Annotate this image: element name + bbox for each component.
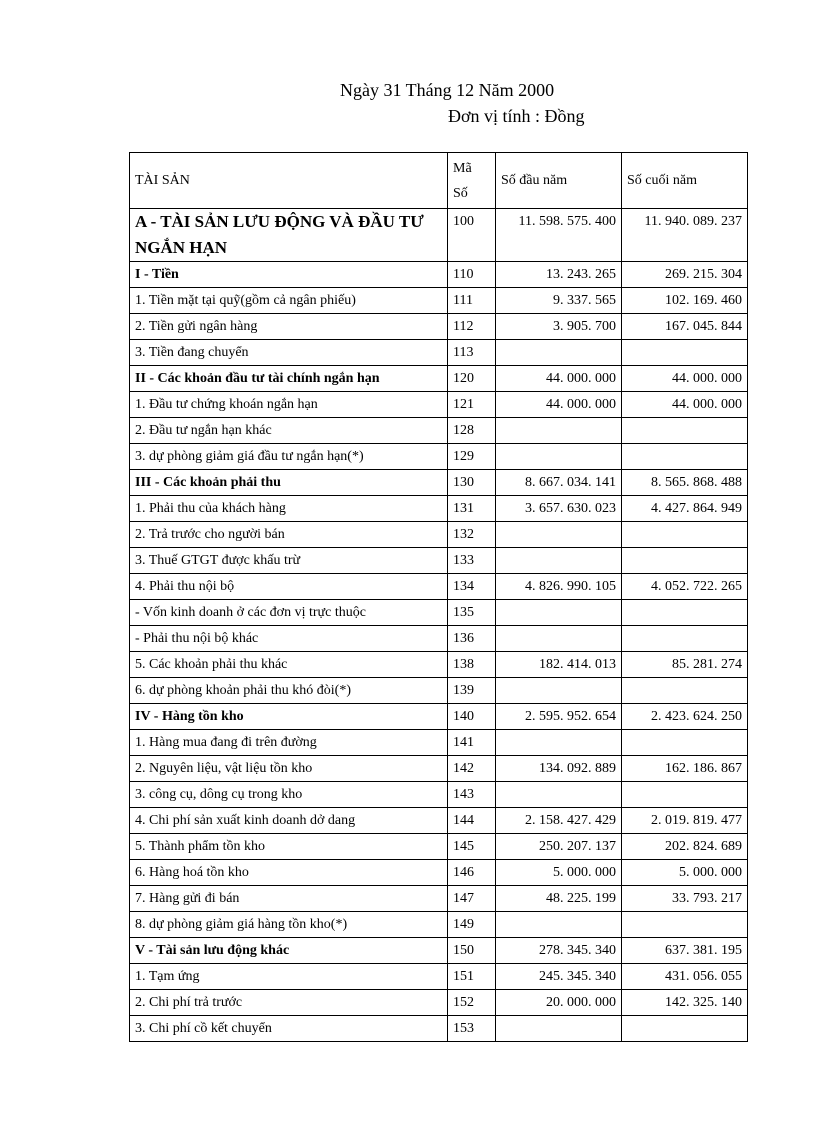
row-begin-value: 3. 657. 630. 023 bbox=[496, 496, 622, 522]
row-end-value: 431. 056. 055 bbox=[622, 964, 748, 990]
column-header-code-line2: Số bbox=[453, 185, 468, 201]
row-code: 112 bbox=[448, 314, 496, 340]
row-end-value bbox=[622, 340, 748, 366]
table-row bbox=[130, 652, 748, 678]
row-name: 1. Tạm ứng bbox=[130, 964, 448, 990]
row-end-value bbox=[622, 678, 748, 704]
row-begin-value: 278. 345. 340 bbox=[496, 938, 622, 964]
row-name: II - Các khoản đầu tư tài chính ngắn hạn bbox=[130, 366, 448, 392]
row-name: 2. Trả trước cho người bán bbox=[130, 522, 448, 548]
table-body bbox=[130, 209, 748, 1042]
row-end-value: 202. 824. 689 bbox=[622, 834, 748, 860]
row-name: 1. Phải thu của khách hàng bbox=[130, 496, 448, 522]
table-row bbox=[130, 392, 748, 418]
row-name: 2. Nguyên liệu, vật liệu tồn kho bbox=[130, 756, 448, 782]
table-row bbox=[130, 912, 748, 938]
row-code: 150 bbox=[448, 938, 496, 964]
row-code: 133 bbox=[448, 548, 496, 574]
table-row bbox=[130, 886, 748, 912]
row-code: 128 bbox=[448, 418, 496, 444]
row-end-value bbox=[622, 600, 748, 626]
row-begin-value: 5. 000. 000 bbox=[496, 860, 622, 886]
row-end-value: 2. 423. 624. 250 bbox=[622, 704, 748, 730]
row-end-value: 85. 281. 274 bbox=[622, 652, 748, 678]
table-row bbox=[130, 782, 748, 808]
row-code: 151 bbox=[448, 964, 496, 990]
table-row bbox=[130, 834, 748, 860]
row-begin-value bbox=[496, 626, 622, 652]
row-begin-value: 245. 345. 340 bbox=[496, 964, 622, 990]
row-code: 153 bbox=[448, 1016, 496, 1042]
row-code: 132 bbox=[448, 522, 496, 548]
row-name: 2. Đầu tư ngắn hạn khác bbox=[130, 418, 448, 444]
balance-sheet-table bbox=[129, 152, 748, 1042]
row-begin-value: 11. 598. 575. 400 bbox=[496, 209, 622, 262]
table-row bbox=[130, 730, 748, 756]
row-begin-value: 4. 826. 990. 105 bbox=[496, 574, 622, 600]
row-begin-value: 13. 243. 265 bbox=[496, 262, 622, 288]
row-end-value bbox=[622, 730, 748, 756]
row-name: 4. Chi phí sản xuất kinh doanh dở dang bbox=[130, 808, 448, 834]
row-code: 142 bbox=[448, 756, 496, 782]
row-end-value bbox=[622, 522, 748, 548]
table-row bbox=[130, 340, 748, 366]
row-name: 1. Hàng mua đang đi trên đường bbox=[130, 730, 448, 756]
row-name: 6. Hàng hoá tồn kho bbox=[130, 860, 448, 886]
row-begin-value: 9. 337. 565 bbox=[496, 288, 622, 314]
column-header-asset: TÀI SẢN bbox=[130, 153, 448, 209]
row-begin-value: 20. 000. 000 bbox=[496, 990, 622, 1016]
row-begin-value: 182. 414. 013 bbox=[496, 652, 622, 678]
row-end-value: 269. 215. 304 bbox=[622, 262, 748, 288]
table-row bbox=[130, 548, 748, 574]
row-name: 8. dự phòng giảm giá hàng tồn kho(*) bbox=[130, 912, 448, 938]
row-end-value: 44. 000. 000 bbox=[622, 366, 748, 392]
row-code: 146 bbox=[448, 860, 496, 886]
table-row bbox=[130, 470, 748, 496]
row-end-value bbox=[622, 444, 748, 470]
table-header-row bbox=[130, 153, 748, 209]
table-row bbox=[130, 496, 748, 522]
table-row bbox=[130, 1016, 748, 1042]
row-name: 4. Phải thu nội bộ bbox=[130, 574, 448, 600]
row-end-value: 142. 325. 140 bbox=[622, 990, 748, 1016]
row-name: A - TÀI SẢN LƯU ĐỘNG VÀ ĐẦU TƯ NGẮN HẠN bbox=[130, 209, 448, 262]
row-code: 147 bbox=[448, 886, 496, 912]
table-row bbox=[130, 444, 748, 470]
row-code: 140 bbox=[448, 704, 496, 730]
row-begin-value bbox=[496, 600, 622, 626]
row-begin-value: 48. 225. 199 bbox=[496, 886, 622, 912]
table-row bbox=[130, 678, 748, 704]
row-begin-value: 8. 667. 034. 141 bbox=[496, 470, 622, 496]
table-row bbox=[130, 314, 748, 340]
row-name: 6. dự phòng khoản phải thu khó đòi(*) bbox=[130, 678, 448, 704]
row-begin-value: 2. 595. 952. 654 bbox=[496, 704, 622, 730]
table-row bbox=[130, 209, 748, 262]
row-name: 5. Các khoản phải thu khác bbox=[130, 652, 448, 678]
table-row bbox=[130, 262, 748, 288]
row-code: 139 bbox=[448, 678, 496, 704]
table-row bbox=[130, 288, 748, 314]
row-end-value: 102. 169. 460 bbox=[622, 288, 748, 314]
row-begin-value bbox=[496, 548, 622, 574]
row-name: V - Tài sản lưu động khác bbox=[130, 938, 448, 964]
row-name: 3. dự phòng giảm giá đầu tư ngắn hạn(*) bbox=[130, 444, 448, 470]
row-end-value: 44. 000. 000 bbox=[622, 392, 748, 418]
row-name: III - Các khoản phải thu bbox=[130, 470, 448, 496]
row-name: 2. Tiền gửi ngân hàng bbox=[130, 314, 448, 340]
row-end-value: 11. 940. 089. 237 bbox=[622, 209, 748, 262]
row-code: 130 bbox=[448, 470, 496, 496]
row-name: IV - Hàng tồn kho bbox=[130, 704, 448, 730]
row-name: I - Tiền bbox=[130, 262, 448, 288]
row-name: 3. công cụ, dông cụ trong kho bbox=[130, 782, 448, 808]
row-code: 138 bbox=[448, 652, 496, 678]
table-row bbox=[130, 938, 748, 964]
row-begin-value: 3. 905. 700 bbox=[496, 314, 622, 340]
row-code: 152 bbox=[448, 990, 496, 1016]
row-code: 129 bbox=[448, 444, 496, 470]
table-row bbox=[130, 366, 748, 392]
row-code: 120 bbox=[448, 366, 496, 392]
row-code: 136 bbox=[448, 626, 496, 652]
row-code: 143 bbox=[448, 782, 496, 808]
row-end-value bbox=[622, 548, 748, 574]
row-name: - Vốn kinh doanh ở các đơn vị trực thuộc bbox=[130, 600, 448, 626]
row-end-value: 2. 019. 819. 477 bbox=[622, 808, 748, 834]
column-header-code bbox=[448, 153, 496, 209]
row-code: 149 bbox=[448, 912, 496, 938]
table-row bbox=[130, 964, 748, 990]
row-begin-value bbox=[496, 522, 622, 548]
row-name: 1. Đầu tư chứng khoán ngắn hạn bbox=[130, 392, 448, 418]
row-code: 113 bbox=[448, 340, 496, 366]
row-name: 5. Thành phẩm tồn kho bbox=[130, 834, 448, 860]
row-end-value bbox=[622, 912, 748, 938]
row-name: 3. Thuế GTGT được khấu trừ bbox=[130, 548, 448, 574]
row-code: 100 bbox=[448, 209, 496, 262]
row-code: 131 bbox=[448, 496, 496, 522]
row-begin-value bbox=[496, 730, 622, 756]
table-row bbox=[130, 626, 748, 652]
row-name: 3. Tiền đang chuyển bbox=[130, 340, 448, 366]
table-row bbox=[130, 860, 748, 886]
row-end-value: 5. 000. 000 bbox=[622, 860, 748, 886]
row-end-value: 33. 793. 217 bbox=[622, 886, 748, 912]
table-row bbox=[130, 574, 748, 600]
row-name: 7. Hàng gửi đi bán bbox=[130, 886, 448, 912]
row-code: 111 bbox=[448, 288, 496, 314]
table-row bbox=[130, 990, 748, 1016]
row-begin-value bbox=[496, 444, 622, 470]
row-end-value: 637. 381. 195 bbox=[622, 938, 748, 964]
row-name: 2. Chi phí trả trước bbox=[130, 990, 448, 1016]
row-begin-value: 250. 207. 137 bbox=[496, 834, 622, 860]
column-header-end: Số cuối năm bbox=[622, 153, 748, 209]
row-code: 135 bbox=[448, 600, 496, 626]
row-code: 134 bbox=[448, 574, 496, 600]
row-end-value bbox=[622, 418, 748, 444]
row-name: 3. Chi phí cồ kết chuyển bbox=[130, 1016, 448, 1042]
row-name: 1. Tiền mặt tại quỹ(gồm cả ngân phiếu) bbox=[130, 288, 448, 314]
row-end-value: 162. 186. 867 bbox=[622, 756, 748, 782]
row-begin-value bbox=[496, 782, 622, 808]
row-end-value: 8. 565. 868. 488 bbox=[622, 470, 748, 496]
row-end-value: 167. 045. 844 bbox=[622, 314, 748, 340]
row-begin-value: 134. 092. 889 bbox=[496, 756, 622, 782]
row-end-value: 4. 427. 864. 949 bbox=[622, 496, 748, 522]
row-begin-value: 44. 000. 000 bbox=[496, 392, 622, 418]
column-header-code-line1: Mã bbox=[453, 160, 472, 176]
row-begin-value bbox=[496, 418, 622, 444]
row-end-value bbox=[622, 1016, 748, 1042]
row-name: - Phải thu nội bộ khác bbox=[130, 626, 448, 652]
column-header-begin: Số đầu năm bbox=[496, 153, 622, 209]
row-code: 144 bbox=[448, 808, 496, 834]
row-end-value bbox=[622, 782, 748, 808]
row-begin-value bbox=[496, 912, 622, 938]
row-end-value bbox=[622, 626, 748, 652]
table-row bbox=[130, 600, 748, 626]
table-row bbox=[130, 704, 748, 730]
row-begin-value bbox=[496, 340, 622, 366]
row-begin-value bbox=[496, 1016, 622, 1042]
row-begin-value: 44. 000. 000 bbox=[496, 366, 622, 392]
row-code: 121 bbox=[448, 392, 496, 418]
currency-unit: Đơn vị tính : Đồng bbox=[448, 106, 585, 126]
row-end-value: 4. 052. 722. 265 bbox=[622, 574, 748, 600]
row-begin-value: 2. 158. 427. 429 bbox=[496, 808, 622, 834]
row-begin-value bbox=[496, 678, 622, 704]
table-row bbox=[130, 418, 748, 444]
row-code: 110 bbox=[448, 262, 496, 288]
table-row bbox=[130, 808, 748, 834]
table-row bbox=[130, 522, 748, 548]
table-row bbox=[130, 756, 748, 782]
row-code: 141 bbox=[448, 730, 496, 756]
row-code: 145 bbox=[448, 834, 496, 860]
report-date: Ngày 31 Tháng 12 Năm 2000 bbox=[340, 80, 555, 100]
